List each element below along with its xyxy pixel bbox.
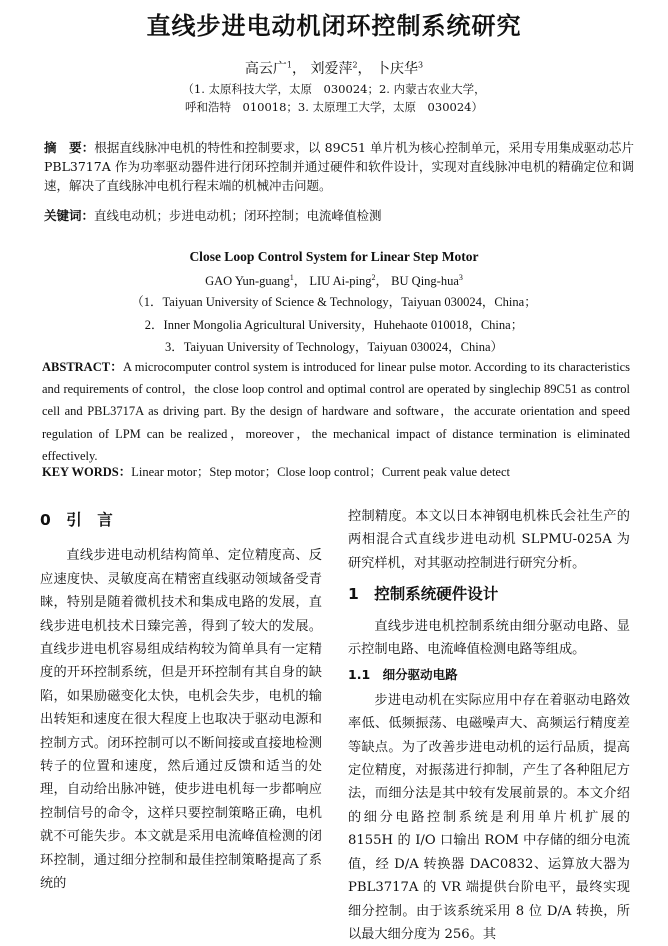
author-3: 卜庆华 bbox=[376, 61, 418, 77]
section-1-heading: 1 控制系统硬件设计 bbox=[348, 585, 499, 604]
section-0-paragraph: 直线步进电动机结构简单、定位精度高、反应速度快、灵敏度高在精密直线驱动领域备受青睐，特别是随着微机技术和集成电路的发展，直线步进电机技术日臻完善，得到了较大的发展。直线步进电机容易组成结构较为简单具有一定精度的开环控制系统，但是开环控制有其自身的缺陷，如果励磁变化太快，电机会失步，电机的输出转矩和速度在很大程度上也取决于驱动电源和控制方式。闭环控制可以不断间接或直接地检测转子的位置和速度，然后通过反馈和适当的处理，自动给出脉冲链，使步进电机每一步都响应控制信号的命令，这样只要控制策略正确，电机就不可能失步。本文就是采用电流峰值检测的闭环控制，通过细分控制和最佳控制策略提高了系统的 bbox=[40, 548, 322, 892]
author-3-affil: 3 bbox=[418, 60, 424, 70]
keywords-cn-label: 关键词： bbox=[44, 208, 95, 223]
abstract-en-text: A microcomputer control system is introduced for linear pulse motor. According to its characteristics and requirements of control，the close loop control and optimal control are operated by singlechip 89C51 as control cell and PBL3717A as driving part. By the design of hardware and software，the accurate orientation and speed regulation of LPM can be realized，moreover，the mechanical impact of distance termination is eliminated effectively. bbox=[42, 360, 630, 463]
en-author-3: BU Qing-hua bbox=[391, 274, 459, 288]
author-1-affil: 1 bbox=[286, 60, 292, 70]
author-2-affil: 2 bbox=[352, 60, 358, 70]
en-author-1: GAO Yun-guang bbox=[205, 274, 290, 288]
en-author-2: LIU Ai-ping bbox=[309, 274, 372, 288]
author-separator: ， bbox=[357, 61, 372, 77]
keywords-en-text: Linear motor；Step motor；Close loop control；Current peak value detect bbox=[131, 465, 510, 479]
english-affiliation-line-2: 2．Inner Mongolia Agricultural University，Huhehaote 010018，China； bbox=[144, 318, 524, 332]
author-2: 刘爱萍 bbox=[310, 61, 353, 77]
affiliation-cn-line-1: （1. 太原科技大学，太原 030024；2. 内蒙古农业大学， bbox=[182, 82, 486, 96]
abstract-en bbox=[42, 356, 630, 467]
en-author-separator: ， bbox=[375, 274, 389, 288]
en-author-separator: ， bbox=[293, 274, 307, 288]
author-1: 高云广 bbox=[244, 61, 287, 77]
paper-title: 直线步进电动机闭环控制系统研究 bbox=[146, 12, 522, 40]
keywords-cn-text: 直线电动机；步进电动机；闭环控制；电流峰值检测 bbox=[94, 208, 382, 223]
section-1-paragraph: 直线步进电机控制系统由细分驱动电路、显示控制电路、电流峰值检测电路等组成。 bbox=[348, 618, 630, 658]
keywords-en-label: KEY WORDS： bbox=[42, 465, 132, 479]
keywords-en bbox=[42, 462, 630, 480]
keywords-cn bbox=[44, 206, 634, 224]
abstract-en-label: ABSTRACT： bbox=[42, 360, 124, 374]
english-affiliation-line-1: （1．Taiyuan University of Science & Technology，Taiyuan 030024，China； bbox=[131, 295, 537, 309]
abstract-cn-label: 摘 要： bbox=[44, 140, 95, 155]
english-affiliation-line-3: 3．Taiyuan University of Technology，Taiyuan 030024，China） bbox=[164, 340, 504, 354]
right-column-continuation: 控制精度。本文以日本神钢电机株氏会社生产的两相混合式直线步进电动机 SLPMU-025A 为研究样机，对其驱动控制进行研究分析。 bbox=[348, 509, 630, 571]
affiliation-cn-line-2: 呼和浩特 010018；3. 太原理工大学，太原 030024） bbox=[185, 100, 483, 114]
subsection-1-1-paragraph: 步进电动机在实际应用中存在着驱动电路效率低、低频振荡、电磁噪声大、高频运行精度差等缺点。为了改善步进电动机的运行品质，提高定位精度，对振荡进行抑制，产生了各种阻尼方法，而细分法是其中较有发展前景的。本文介绍的细分电路控制系统是利用单片机扩展的 8155H 的 I/O 口输出 ROM 中存储的细分电流值，经 D/A 转换器 DAC0832、运算放大器为 PBL3717A 的 VR 端提供台阶电平，最终实现细分控制。由于该系统采用 8 位 D/A 转换，所以最大细分度为 256。其 bbox=[348, 692, 630, 942]
author-list bbox=[0, 58, 668, 78]
subsection-1-1-heading: 1.1 细分驱动电路 bbox=[348, 667, 458, 683]
en-author-3-affil: 3 bbox=[458, 272, 463, 282]
body-columns bbox=[0, 505, 668, 942]
english-title: Close Loop Control System for Linear Step Motor bbox=[189, 249, 479, 264]
section-0-heading: 0 引 言 bbox=[40, 511, 113, 529]
abstract-cn-text: 根据直线脉冲电机的特性和控制要求，以 89C51 单片机为核心控制单元，采用专用集成驱动芯片 PBL3717A 作为功率驱动器件进行闭环控制并通过硬件和软件设计，实现对直线脉冲电机的精确定位和调速，解决了直线脉冲电机行程末端的机械冲击问题。 bbox=[44, 140, 634, 193]
english-author-list bbox=[0, 271, 668, 289]
right-column bbox=[348, 505, 630, 946]
left-column bbox=[40, 505, 322, 896]
en-author-1-affil: 1 bbox=[289, 272, 294, 282]
author-separator: ， bbox=[292, 61, 306, 77]
abstract-cn bbox=[44, 138, 634, 195]
en-author-2-affil: 2 bbox=[371, 272, 376, 282]
